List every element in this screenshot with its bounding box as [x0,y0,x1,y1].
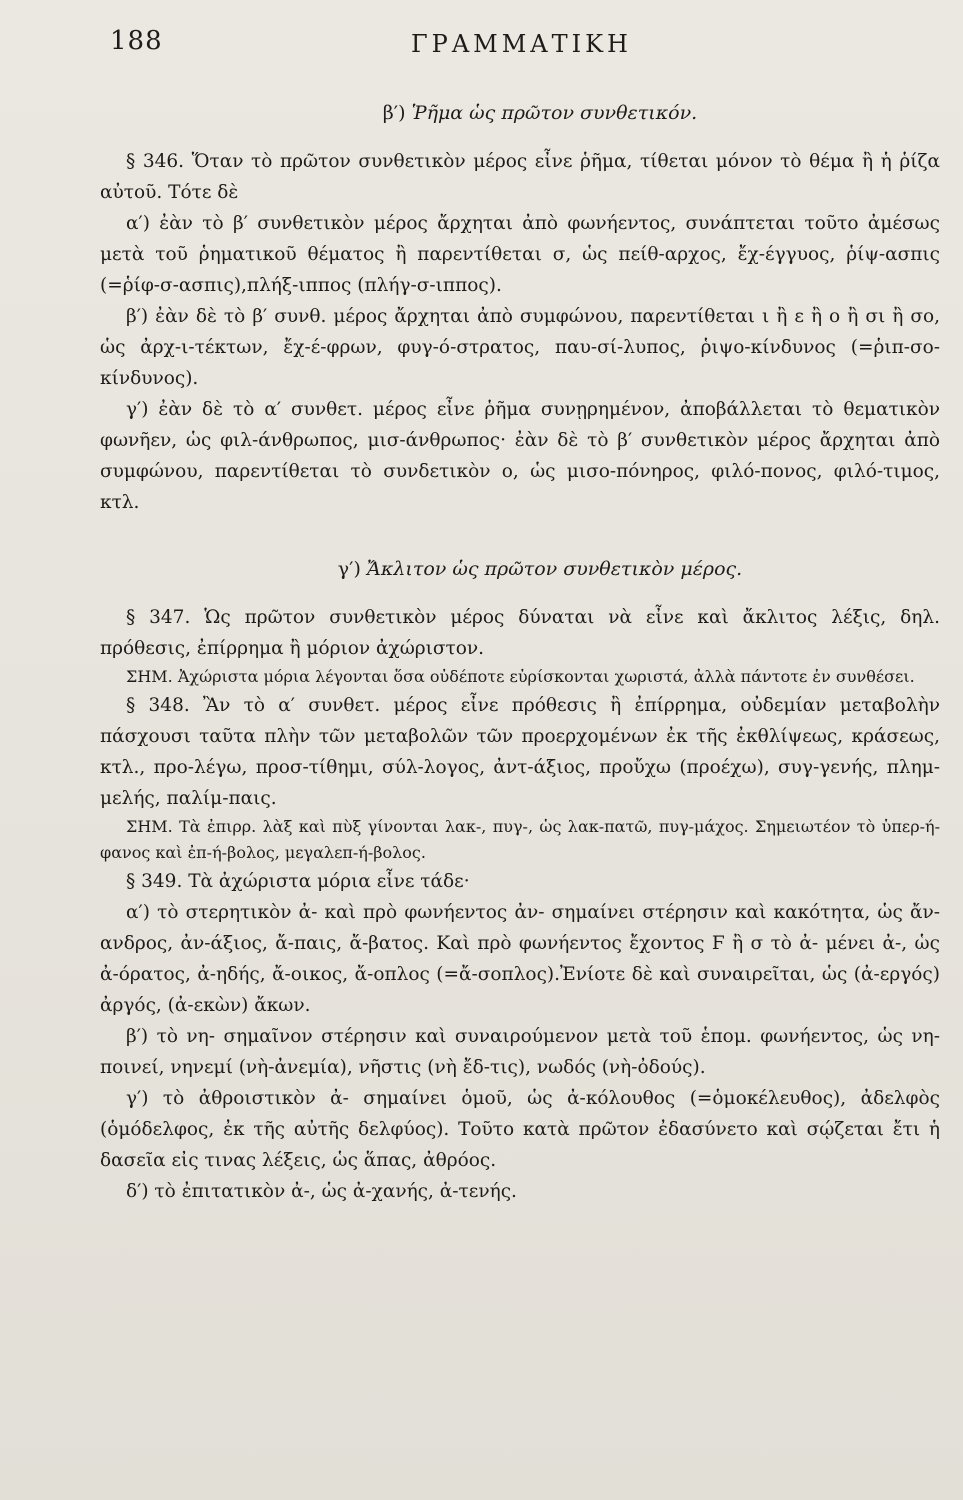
page-number: 188 [110,26,163,56]
paragraph-346-c: γ′) ἐὰν δὲ τὸ α′ συνθετ. μέρος εἶνε ῥῆμα συνῃρημένον, ἀποβάλλεται τὸ θεματικὸν φωνῆεν, ὡς φιλ-άνθρωπος, μισ-άνθρωπος· ἐὰν δὲ τὸ β′ συνθετικὸν μέρος ἄρχηται ἀπὸ συμφώνου, παρεντίθεται τὸ συνδετικὸν ο, ὡς μισο-πόνηρος, φιλό-πονος, φιλό-τιμος, κτλ. [100,399,940,513]
paragraph-346-b: β′) ἐὰν δὲ τὸ β′ συνθ. μέρος ἄρχηται ἀπὸ συμφώνου, παρεντίθεται ι ἢ ε ἢ ο ἢ σι ἢ σο, ὡς ἀρχ-ι-τέκτων, ἔχ-έ-φρων, φυγ-ό-στρατος, παυ-σί-λυπος, ῥιψο-κίνδυνος (=ῥιπ-σο-κίνδυνος). [100,306,940,389]
section-c-heading [140,558,940,580]
paragraph-349-c: γ′) τὸ ἀθροιστικὸν ἀ- σημαίνει ὁμοῦ, ὡς ἀ-κόλουθος (=ὁμοκέλευθος), ἀδελφὸς (ὁμόδελφος, ἐκ τῆς αὐτῆς δελφύος). Τοῦτο κατὰ πρῶτον ἐδασύνετο καὶ σῴζεται ἔτι ἡ δασεῖα εἰς τινας λέξεις, ὡς ἅπας, ἀθρόος. [100,1088,940,1171]
paragraph-348: § 348. Ἂν τὸ α′ συνθετ. μέρος εἶνε πρόθεσις ἢ ἐπίρρημα, οὐδεμίαν μεταβολὴν πάσχουσι ταῦτα πλὴν τῶν μεταβολῶν τῶν προερχομένων ἐκ τῆς ἐκθλίψεως, κράσεως, κτλ., προ-λέγω, προσ-τίθημι, σύλ-λογος, ἀντ-άξιος, προὔχω (προέχω), συγ-γενής, πλημ-μελής, παλίμ-παις. [100,695,940,809]
paragraph-346-a: α′) ἐὰν τὸ β′ συνθετικὸν μέρος ἄρχηται ἀπὸ φωνήεντος, συνάπτεται τοῦτο ἀμέσως μετὰ τοῦ ῥηματικοῦ θέματος ἢ παρεντίθεται σ, ὡς πείθ-αρχος, ἔχ-έγγυος, ῥίψ-ασπις (=ῥίφ-σ-ασπις),πλήξ-ιππος (πλήγ-σ-ιππος). [100,213,940,296]
section-c-number: γ′) [337,558,361,580]
page-header [0,26,963,66]
paragraph-349-d: δ′) τὸ ἐπιτατικὸν ἀ-, ὡς ἀ-χανής, ἀ-τενής. [126,1181,517,1202]
paragraph-346: § 346. Ὅταν τὸ πρῶτον συνθετικὸν μέρος εἶνε ῥῆμα, τίθεται μόνον τὸ θέμα ἢ ἡ ῥίζα αὐτοῦ. Τότε δὲ [100,151,940,203]
running-title: ΓΡΑΜΜΑΤΙΚΗ [411,30,632,58]
paragraph-347: § 347. Ὡς πρῶτον συνθετικὸν μέρος δύναται νὰ εἶνε καὶ ἄκλιτος λέξις, δηλ. πρόθεσις, ἐπίρρημα ἢ μόριον ἀχώριστον. [100,607,940,659]
paragraph-349-a: α′) τὸ στερητικὸν ἀ- καὶ πρὸ φωνήεντος ἀν- σημαίνει στέρησιν καὶ κακότητα, ὡς ἄν-ανδρος, ἀν-άξιος, ἄ-παις, ἄ-βατος. Καὶ πρὸ φωνήεντος ἔχοντος Ϝ ἢ σ τὸ ἀ- μένει ἀ-, ὡς ἀ-όρατος, ἀ-ηδής, ἄ-οικος, ἄ-οπλος (=ἄ-σοπλος).Ἐνίοτε δὲ καὶ συναιρεῖται, ὡς (ἀ-εργός) ἀργός, (ἀ-εκὼν) ἄκων. [100,902,940,1016]
section-c-title: Ἄκλιτον ὡς πρῶτον συνθετικὸν μέρος. [366,558,743,580]
note-348: ΣΗΜ. Τὰ ἐπιρρ. λὰξ καὶ πὺξ γίνονται λακ-, πυγ-, ὡς λακ-πατῶ, πυγ-μάχος. Σημειωτέον τὸ ὑπερ-ή-φανος καὶ ἐπ-ή-βολος, μεγαλεπ-ή-βολος. [100,817,940,862]
note-347: ΣΗΜ. Ἀχώριστα μόρια λέγονται ὅσα οὐδέποτε εὑρίσκονται χωριστά, ἀλλὰ πάντοτε ἐν συνθέσει. [126,667,915,686]
section-b-number: β′) [382,102,406,124]
paragraph-349-b: β′) τὸ νη- σημαῖνον στέρησιν καὶ συναιρούμενον μετὰ τοῦ ἑπομ. φωνήεντος, ὡς νη-ποινεί, νηνεμί (νὴ-ἀνεμία), νῆστις (νὴ ἔδ-τις), νωδός (νὴ-ὀδούς). [100,1026,940,1078]
page-body [100,92,940,1207]
paragraph-349: § 349. Τὰ ἀχώριστα μόρια εἶνε τάδε· [126,871,470,892]
section-b-title: Ῥῆμα ὡς πρῶτον συνθετικόν. [411,102,698,124]
section-b-heading [140,102,940,124]
